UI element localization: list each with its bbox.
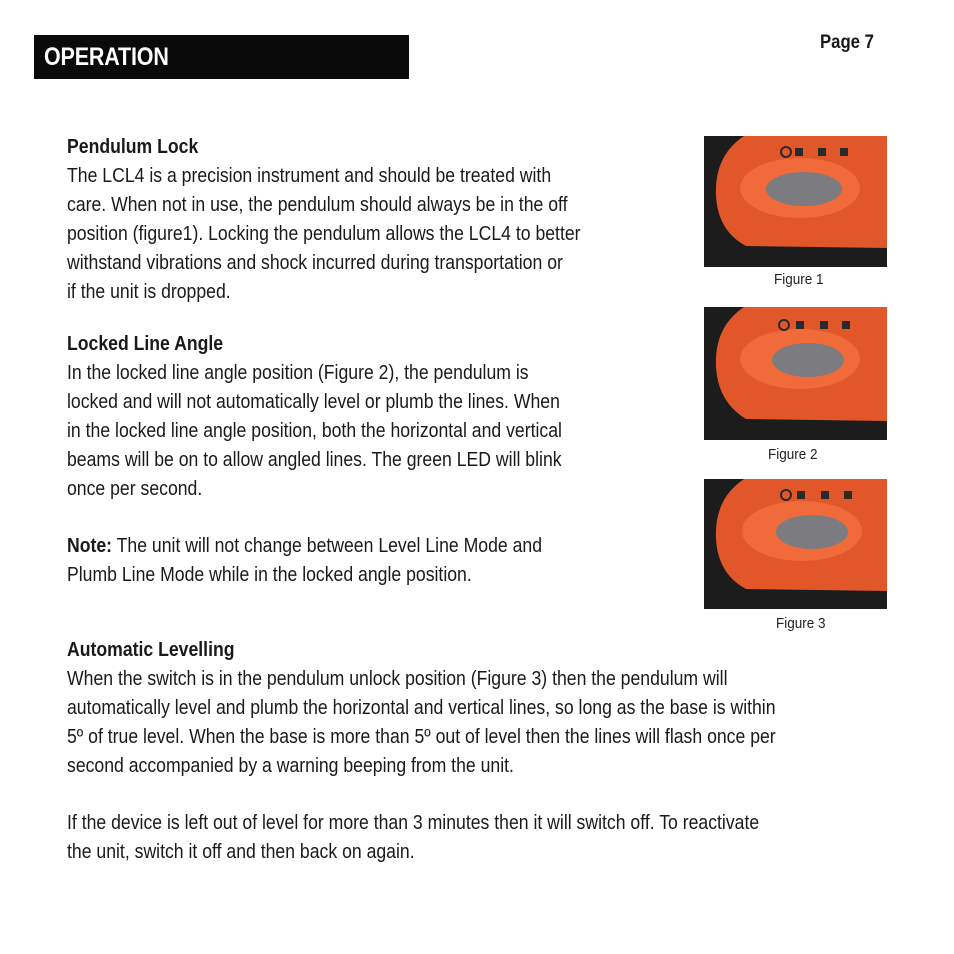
paragraph-line: In the locked line angle position (Figure 2), the pendulum is (67, 361, 529, 384)
note-label: Note: (67, 534, 113, 557)
paragraph-line: If the device is left out of level for more than 3 minutes then it will switch off. To reactivate (67, 811, 760, 834)
paragraph-line: withstand vibrations and shock incurred during transportation or (67, 251, 563, 274)
paragraph-line: second accompanied by a warning beeping from the unit. (67, 754, 514, 777)
pendulum-lock-heading: Pendulum Lock (67, 135, 199, 158)
paragraph-line: The LCL4 is a precision instrument and should be treated with (67, 164, 552, 187)
automatic-levelling-section (67, 635, 888, 780)
locked-line-angle-section (67, 329, 652, 503)
paragraph-line: in the locked line angle position, both the horizontal and vertical (67, 419, 562, 442)
note-line (67, 531, 652, 560)
paragraph-line: care. When not in use, the pendulum should always be in the off (67, 193, 568, 216)
note-line: Plumb Line Mode while in the locked angle position. (67, 563, 472, 586)
paragraph-line: once per second. (67, 477, 203, 500)
out-of-level-section (67, 808, 888, 866)
figure-2-image (704, 307, 887, 440)
pendulum-lock-section (67, 132, 652, 306)
paragraph-line: beams will be on to allow angled lines. The green LED will blink (67, 448, 562, 471)
section-header-bar (34, 35, 409, 79)
paragraph-line: if the unit is dropped. (67, 280, 231, 303)
figure-1-image (704, 136, 887, 267)
locked-line-angle-heading: Locked Line Angle (67, 332, 224, 355)
paragraph-line: When the switch is in the pendulum unlock position (Figure 3) then the pendulum will (67, 667, 728, 690)
figure-3-image (704, 479, 887, 609)
paragraph-line: automatically level and plumb the horizontal and vertical lines, so long as the base is within (67, 696, 776, 719)
figure-2-caption: Figure 2 (768, 446, 818, 463)
section-title: OPERATION (44, 43, 169, 71)
paragraph-line: locked and will not automatically level or plumb the lines. When (67, 390, 560, 413)
paragraph-line: the unit, switch it off and then back on again. (67, 840, 415, 863)
automatic-levelling-heading: Automatic Levelling (67, 638, 235, 661)
figure-3-caption: Figure 3 (776, 615, 826, 632)
figure-1-caption: Figure 1 (774, 271, 824, 288)
paragraph-line: 5º of true level. When the base is more than 5º out of level then the lines will flash once per (67, 725, 776, 748)
page-number: Page 7 (820, 32, 874, 53)
note-text: The unit will not change between Level Line Mode and (112, 534, 543, 557)
paragraph-line: position (figure1). Locking the pendulum allows the LCL4 to better (67, 222, 581, 245)
note-section (67, 531, 652, 589)
